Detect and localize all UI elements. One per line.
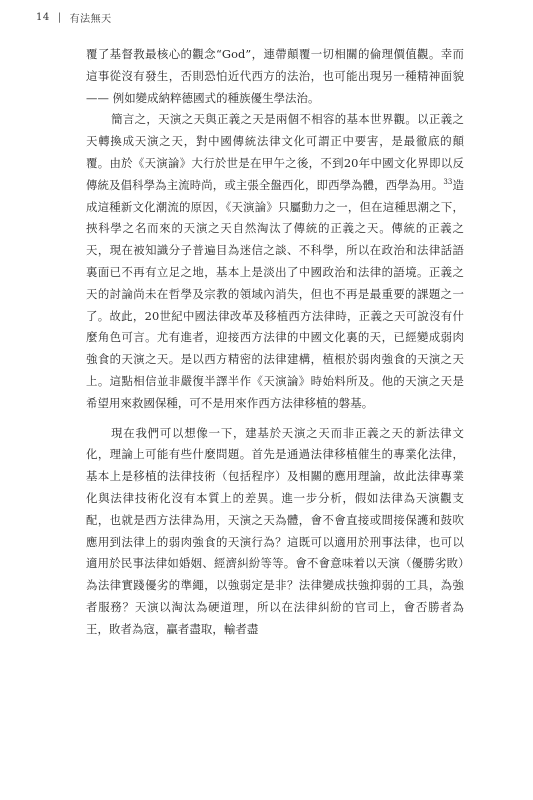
paragraph-2 — [86, 109, 464, 414]
running-header — [36, 10, 112, 25]
paragraph-3: 現在我們可以想像一下，建基於天演之天而非正義之天的新法律文化，理論上可能有些什麼問題。首先是通過法律移植催生的專業化法律，基本上是移植的法律技術（包括程序）及相關的應用理論，故此法律專業化與法律技術化沒有本質上的差異。進一步分析，假如法律為天演觀支配，也就是西方法律為用，天演之天為體，會不會直接或間接保護和鼓吹應用到法律上的弱肉強食的天演行為？這既可以適用於刑事法律，也可以適用於民事法律如婚姻、經濟糾紛等等。會不會意味着以天演（優勝劣敗）為法律實踐優劣的準繩，以強弱定是非？法律變成扶強抑弱的工具，為強者服務？天演以淘汰為硬道理，所以在法律糾紛的官司上，會否勝者為王，敗者為寇，贏者盡取，輸者盡 — [86, 425, 464, 636]
paragraph-2-part-2: 造成這種新文化潮流的原因，《天演論》只屬動力之一，但在這種思潮之下，挾科學之名而來的天演之天自然淘汰了傳統的正義之天。傳統的正義之天，現在被知識分子普遍目為迷信之談、不科學，所以在政治和法律話語裏面已不再有立足之地，基本上是淡出了中國政治和法律的語境。正義之天的討論尚未在哲學及宗教的領域內消失，但也不再是最重要的課題之一了。故此，20世紀中國法律改革及移植西方法律時，正義之天可說沒有什麼角色可言。尤有進者，迎接西方法律的中國文化裏的天，已經變成弱肉強食的天演之天。是以西方精密的法律建構，植根於弱肉強食的天演之天上。這點相信並非嚴復半譯半作《天演論》時始料所及。他的天演之天是希望用來救國保種，可不是用來作西方法律移植的磐基。 — [86, 177, 464, 410]
book-title: 有法無天 — [69, 14, 112, 25]
page-number: 14 — [36, 12, 50, 23]
paragraph-1: 覆了基督教最核心的觀念“God”，連帶顛覆一切相關的倫理價值觀。幸而這事從沒有發生，否則恐怕近代西方的法治，也可能出現另一種精神面貌 —— 例如變成納粹德國式的種族優生學法治。 — [86, 47, 464, 105]
paragraph-2-part-1: 簡言之，天演之天與正義之天是兩個不相容的基本世界觀。以正義之天轉換成天演之天，對中國傳統法律文化可謂正中要害，是最徹底的顛覆。由於《天演論》大行於世是在甲午之後，不到20年中國文化界即以反傳統及倡科學為主流時尚，或主張全盤西化，即西學為體，西學為用。 — [86, 112, 464, 192]
header-separator: | — [57, 12, 62, 23]
footnote-ref-33[interactable]: 33 — [443, 177, 453, 186]
page-body — [86, 44, 464, 641]
